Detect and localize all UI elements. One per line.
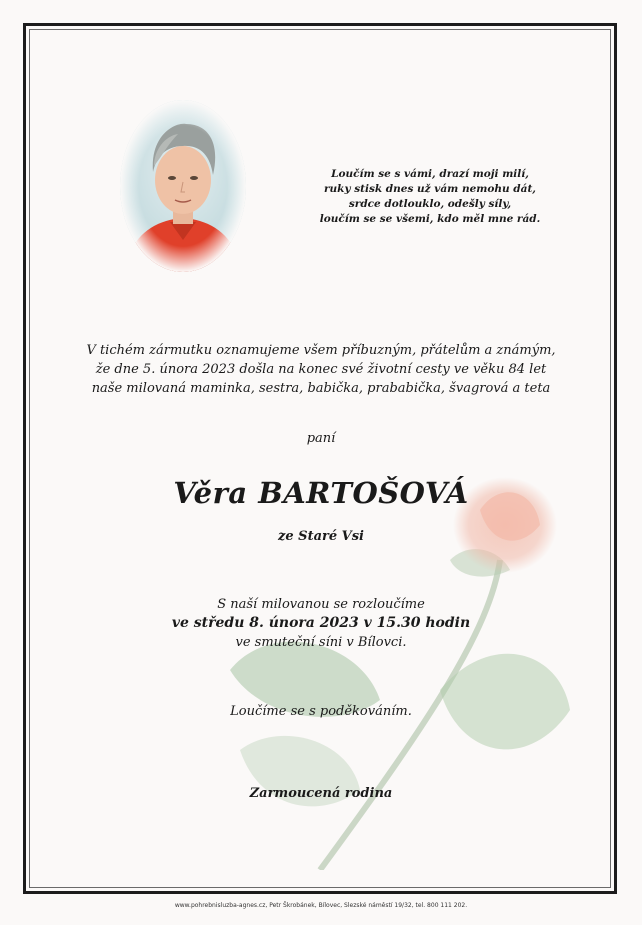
deceased-name: Věra BARTOŠOVÁ (173, 476, 469, 510)
announcement-line: že dne 5. února 2023 došla na konec své životní cesty ve věku 84 let (95, 362, 547, 377)
origin-place: ze Staré Vsi (278, 529, 364, 544)
poem-line: loučím se se všemi, kdo měl mne rád. (319, 213, 541, 225)
announcement-text (40, 341, 602, 398)
portrait-photo (120, 100, 246, 272)
funeral-datetime: ve středu 8. února 2023 v 15.30 hodin (171, 615, 471, 631)
poem-line: srdce dotlouklo, odešly síly, (348, 198, 512, 210)
funeral-service-footer: www.pohrebnisluzba-agnes.cz, Petr Škrobánek, Bílovec, Slezské náměstí 19/32, tel. 800 111 202. (174, 902, 468, 909)
family-signature: Zarmoucená rodina (249, 786, 393, 801)
thanks-text: Loučíme se s poděkováním. (230, 704, 412, 719)
poem-line: ruky stisk dnes už vám nemohu dát, (324, 183, 536, 195)
funeral-location: ve smuteční síni v Bílovci. (235, 635, 407, 650)
memorial-poem (300, 167, 560, 227)
border-frame (23, 23, 617, 894)
inner-border (29, 29, 611, 888)
announcement-line: naše milovaná maminka, sestra, babička, prababička, švagrová a teta (91, 381, 551, 396)
poem-line: Loučím se s vámi, drazí moji milí, (331, 168, 529, 180)
funeral-details (0, 595, 642, 652)
announcement-line: V tichém zármutku oznamujeme všem příbuzným, přátelům a známým, (86, 343, 556, 358)
honorific: paní (306, 431, 336, 446)
funeral-intro: S naší milovanou se rozloučíme (217, 597, 425, 612)
